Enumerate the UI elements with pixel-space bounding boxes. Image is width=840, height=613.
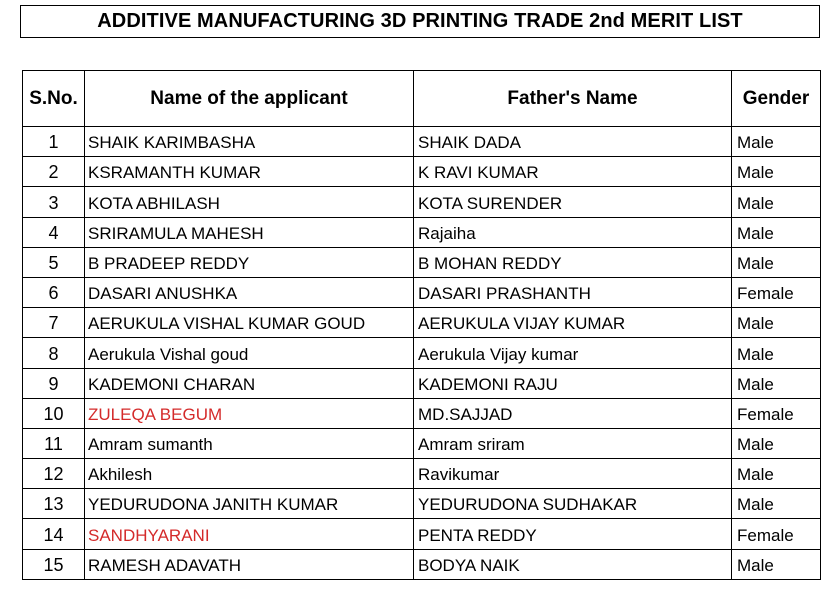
cell-father-name: YEDURUDONA SUDHAKAR xyxy=(414,489,732,519)
cell-applicant-name: SANDHYARANI xyxy=(85,519,414,549)
cell-applicant-name: Amram sumanth xyxy=(85,428,414,458)
cell-gender: Female xyxy=(732,277,821,307)
cell-gender: Male xyxy=(732,308,821,338)
cell-gender: Male xyxy=(732,187,821,217)
table-row xyxy=(23,157,821,187)
cell-gender: Male xyxy=(732,247,821,277)
cell-applicant-name: SHAIK KARIMBASHA xyxy=(85,127,414,157)
header-row xyxy=(23,71,821,127)
cell-gender: Male xyxy=(732,428,821,458)
cell-father-name: MD.SAJJAD xyxy=(414,398,732,428)
table-row xyxy=(23,338,821,368)
cell-father-name: AERUKULA VIJAY KUMAR xyxy=(414,308,732,338)
cell-sno: 5 xyxy=(23,247,85,277)
cell-sno: 8 xyxy=(23,338,85,368)
table-body xyxy=(23,127,821,580)
table-row xyxy=(23,217,821,247)
cell-father-name: Aerukula Vijay kumar xyxy=(414,338,732,368)
table-row xyxy=(23,549,821,579)
cell-applicant-name: KOTA ABHILASH xyxy=(85,187,414,217)
cell-father-name: K RAVI KUMAR xyxy=(414,157,732,187)
cell-applicant-name: DASARI ANUSHKA xyxy=(85,277,414,307)
cell-father-name: Rajaiha xyxy=(414,217,732,247)
table-row xyxy=(23,187,821,217)
cell-father-name: KOTA SURENDER xyxy=(414,187,732,217)
cell-gender: Male xyxy=(732,549,821,579)
cell-sno: 7 xyxy=(23,308,85,338)
cell-sno: 3 xyxy=(23,187,85,217)
cell-applicant-name: YEDURUDONA JANITH KUMAR xyxy=(85,489,414,519)
cell-gender: Male xyxy=(732,368,821,398)
cell-gender: Male xyxy=(732,338,821,368)
cell-father-name: B MOHAN REDDY xyxy=(414,247,732,277)
cell-applicant-name: AERUKULA VISHAL KUMAR GOUD xyxy=(85,308,414,338)
table-row xyxy=(23,459,821,489)
cell-father-name: PENTA REDDY xyxy=(414,519,732,549)
cell-applicant-name: Akhilesh xyxy=(85,459,414,489)
cell-gender: Male xyxy=(732,217,821,247)
cell-father-name: DASARI PRASHANTH xyxy=(414,277,732,307)
cell-gender: Female xyxy=(732,519,821,549)
cell-applicant-name: B PRADEEP REDDY xyxy=(85,247,414,277)
cell-father-name: SHAIK DADA xyxy=(414,127,732,157)
table-row xyxy=(23,277,821,307)
table-row xyxy=(23,308,821,338)
cell-applicant-name: SRIRAMULA MAHESH xyxy=(85,217,414,247)
table-row xyxy=(23,398,821,428)
cell-sno: 2 xyxy=(23,157,85,187)
cell-father-name: Ravikumar xyxy=(414,459,732,489)
cell-applicant-name: Aerukula Vishal goud xyxy=(85,338,414,368)
cell-sno: 12 xyxy=(23,459,85,489)
cell-sno: 6 xyxy=(23,277,85,307)
cell-sno: 13 xyxy=(23,489,85,519)
table-row xyxy=(23,489,821,519)
cell-gender: Female xyxy=(732,398,821,428)
page-title: ADDITIVE MANUFACTURING 3D PRINTING TRADE 2nd MERIT LIST xyxy=(20,5,820,38)
cell-sno: 11 xyxy=(23,428,85,458)
header-gender: Gender xyxy=(732,71,821,127)
merit-list-table xyxy=(22,70,821,580)
table-row xyxy=(23,428,821,458)
cell-sno: 14 xyxy=(23,519,85,549)
cell-applicant-name: KADEMONI CHARAN xyxy=(85,368,414,398)
cell-applicant-name: KSRAMANTH KUMAR xyxy=(85,157,414,187)
table-row xyxy=(23,519,821,549)
cell-sno: 4 xyxy=(23,217,85,247)
cell-gender: Male xyxy=(732,127,821,157)
cell-father-name: BODYA NAIK xyxy=(414,549,732,579)
cell-applicant-name: ZULEQA BEGUM xyxy=(85,398,414,428)
cell-sno: 1 xyxy=(23,127,85,157)
cell-sno: 9 xyxy=(23,368,85,398)
table-row xyxy=(23,247,821,277)
cell-sno: 10 xyxy=(23,398,85,428)
cell-gender: Male xyxy=(732,157,821,187)
header-name: Name of the applicant xyxy=(85,71,414,127)
table-row xyxy=(23,368,821,398)
table-row xyxy=(23,127,821,157)
cell-sno: 15 xyxy=(23,549,85,579)
header-father-name: Father's Name xyxy=(414,71,732,127)
cell-gender: Male xyxy=(732,489,821,519)
cell-father-name: Amram sriram xyxy=(414,428,732,458)
cell-father-name: KADEMONI RAJU xyxy=(414,368,732,398)
cell-gender: Male xyxy=(732,459,821,489)
header-sno: S.No. xyxy=(23,71,85,127)
cell-applicant-name: RAMESH ADAVATH xyxy=(85,549,414,579)
